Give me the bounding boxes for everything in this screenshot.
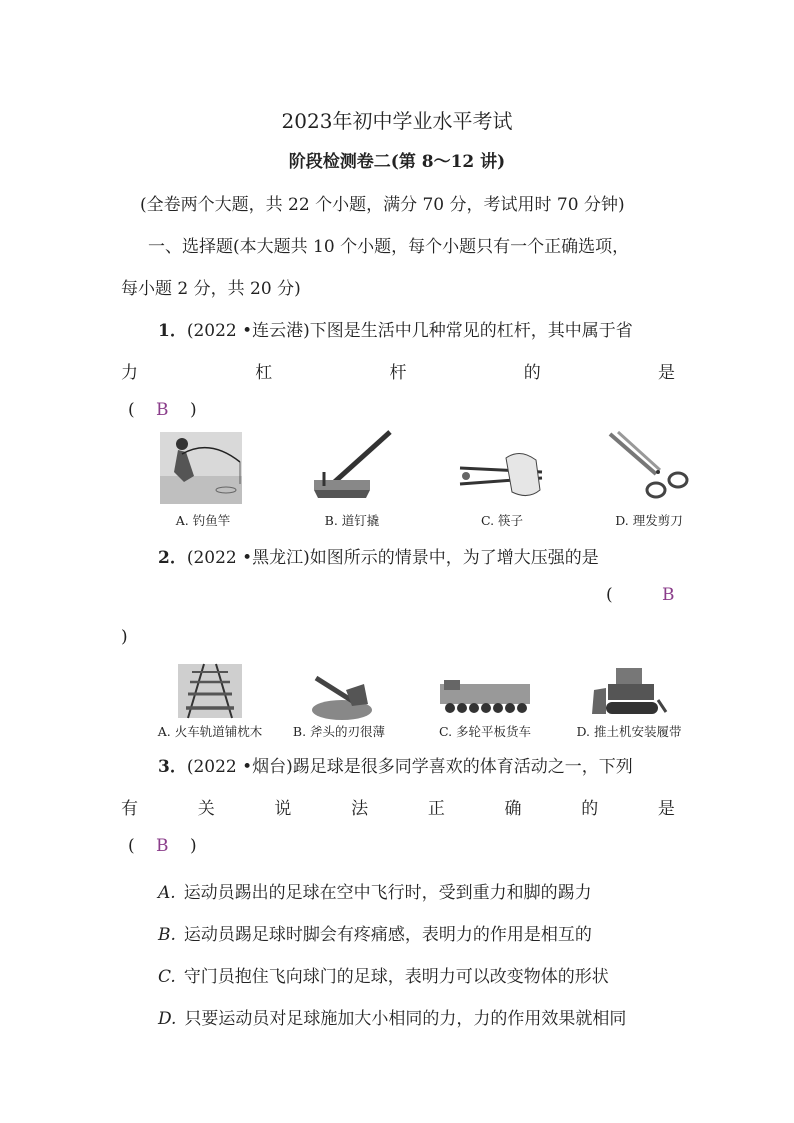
q2-caption-b: B. 斧头的刃很薄	[292, 724, 386, 739]
q1-stem	[158, 316, 633, 341]
q3-spread-char: 是	[657, 799, 675, 819]
q1-caption-a: A. 钓鱼竿	[175, 513, 231, 528]
fishing-rod-image	[160, 432, 242, 504]
q3-option-a	[158, 878, 592, 903]
q3-text: (2022 •烟台)踢足球是很多同学喜欢的体育活动之一，下列	[186, 757, 633, 777]
q3-spread-char: 法	[351, 799, 369, 819]
q1-caption-c: C. 筷子	[480, 513, 524, 528]
chopsticks-image	[458, 444, 544, 502]
rail-track-image	[178, 664, 242, 718]
paren-close: )	[189, 400, 197, 420]
option-label: C.	[158, 967, 176, 987]
q3-option-b	[158, 920, 592, 945]
q1-caption-b: B. 道钉撬	[324, 513, 380, 528]
option-label: D.	[158, 1009, 177, 1029]
option-text: 运动员踢出的足球在空中飞行时，受到重力和脚的踢力	[183, 883, 592, 903]
q3-spread-char: 说	[274, 799, 292, 819]
paren-open: (	[606, 585, 613, 605]
paren-close: )	[189, 836, 197, 856]
q2-paren-close: )	[121, 627, 128, 647]
option-text: 守门员抱住飞向球门的足球，表明力可以改变物体的形状	[183, 967, 609, 987]
q3-spread-char: 的	[581, 799, 599, 819]
q1-spread-char: 杠	[255, 363, 273, 383]
q1-spread-char: 杆	[389, 363, 407, 383]
q3-spread-char: 确	[504, 799, 522, 819]
q3-spread-char: 有	[121, 799, 138, 819]
exam-note: (全卷两个大题，共 22 个小题，满分 70 分，考试用时 70 分钟)	[140, 195, 625, 215]
axe-image	[306, 670, 374, 722]
q2-caption-c: C. 多轮平板货车	[438, 724, 532, 739]
q2-number: 2．	[158, 548, 187, 568]
q2-caption-a: A. 火车轨道铺枕木	[157, 724, 263, 739]
q3-number: 3．	[158, 757, 187, 777]
q2-stem	[158, 543, 599, 568]
q1-spread-char: 是	[658, 363, 675, 383]
q3-answer-blank	[128, 836, 197, 856]
q2-answer: B	[662, 585, 675, 605]
q3-option-d	[158, 1004, 626, 1029]
q3-answer: B	[156, 836, 169, 856]
exam-subtitle: 阶段检测卷二(第 8～12 讲)	[288, 152, 506, 172]
q1-answer: B	[156, 400, 169, 420]
option-text: 只要运动员对足球施加大小相同的力，力的作用效果就相同	[184, 1009, 627, 1029]
q3-option-c	[158, 962, 609, 987]
q3-spread-char: 正	[427, 799, 445, 819]
option-label: B.	[158, 925, 176, 945]
section1-heading-line2: 每小题 2 分，共 20 分)	[121, 279, 301, 299]
exam-title: 2023年初中学业水平考试	[281, 109, 513, 133]
section1-heading-line1: 一、选择题(本大题共 10 个小题，每个小题只有一个正确选项，	[148, 237, 630, 257]
option-label: A.	[158, 883, 176, 903]
q2-text: (2022 •黑龙江)如图所示的情景中，为了增大压强的是	[186, 548, 599, 568]
q1-spread-char: 力	[121, 363, 138, 383]
q1-caption-d: D. 理发剪刀	[615, 513, 683, 528]
q2-caption-d: D. 推土机安装履带	[576, 724, 682, 739]
q1-answer-blank	[128, 400, 197, 420]
paren-open: (	[128, 836, 135, 856]
q3-stem-spread	[121, 794, 675, 819]
q2-answer-blank	[606, 585, 675, 605]
flatbed-truck-image	[440, 678, 530, 718]
q1-spread-char: 的	[523, 363, 541, 383]
option-text: 运动员踢足球时脚会有疼痛感，表明力的作用是相互的	[183, 925, 592, 945]
q1-stem-spread	[121, 358, 675, 383]
paren-open: (	[128, 400, 135, 420]
q1-number: 1．	[158, 321, 187, 341]
bulldozer-image	[592, 664, 668, 720]
q3-spread-char: 关	[197, 799, 215, 819]
q3-stem	[158, 752, 633, 777]
q1-text: (2022 •连云港)下图是生活中几种常见的杠杆，其中属于省	[186, 321, 633, 341]
scissors-image	[606, 430, 692, 504]
spike-puller-image	[310, 428, 394, 502]
